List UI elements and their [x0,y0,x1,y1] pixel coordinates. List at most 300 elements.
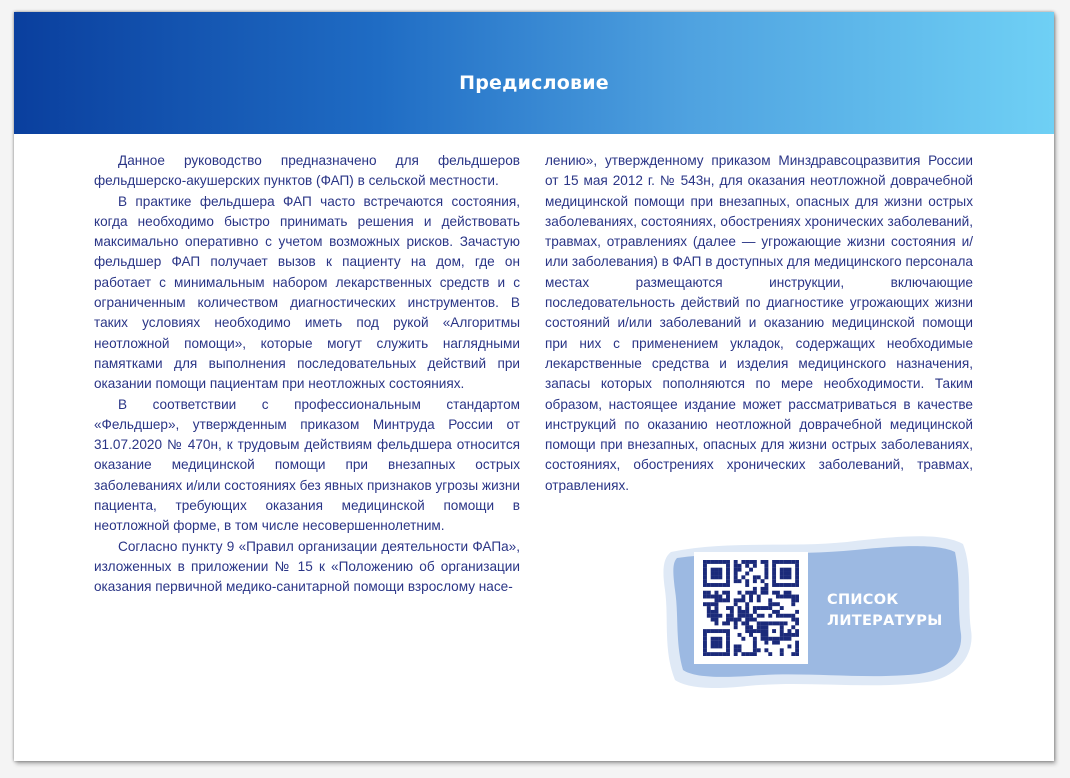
qr-module [772,575,776,579]
qr-module [768,606,772,610]
qr-module [718,598,722,602]
qr-module [738,606,742,610]
qr-module [753,629,757,633]
qr-module [738,564,742,568]
page-title: Предисловие [459,72,609,94]
page-header [14,12,1054,134]
qr-module [764,621,768,625]
qr-module [730,614,734,618]
qr-module [711,572,715,576]
qr-module [780,637,784,641]
qr-module [780,560,784,564]
qr-module [772,641,776,645]
qr-module [791,652,795,656]
qr-module [764,564,768,568]
qr-module [753,564,757,568]
qr-module [776,602,780,606]
qr-module [764,572,768,576]
qr-module [722,621,726,625]
qr-module [726,637,730,641]
qr-module [764,629,768,633]
qr-module [722,591,726,595]
qr-module [715,598,719,602]
qr-module [715,591,719,595]
right-column [545,151,973,496]
qr-module [734,568,738,572]
qr-module [772,583,776,587]
qr-module [707,629,711,633]
qr-module [741,575,745,579]
qr-module [726,598,730,602]
paragraph: В практике фельдшера ФАП часто встречаются состояния, когда необходимо быстро принимать решения и действовать максимально оперативно с учетом возможных рисков. Зачастую фельдшер ФАП получает вызов к пациенту на дом, где он работает с минимальным набором лекарственных средств и с ограниченным количеством диагностических инструментов. В таких условиях необходимо иметь под рукой «Алгоритмы неотложной помощи», которые могут служить наглядными памятками для выполнения последовательных действий при оказании помощи пациентам при неотложных состояниях. [94,193,520,392]
qr-module [707,614,711,618]
qr-module [726,648,730,652]
qr-module [722,652,726,656]
qr-module [768,598,772,602]
qr-module [795,641,799,645]
qr-module [745,591,749,595]
qr-module [730,618,734,622]
qr-module [726,614,730,618]
qr-module [791,595,795,599]
qr-module [745,606,749,610]
qr-module [715,652,719,656]
qr-module [784,568,788,572]
qr-module [711,629,715,633]
qr-module [791,583,795,587]
qr-module [718,572,722,576]
qr-module [711,637,715,641]
qr-code-icon [703,560,799,656]
qr-module [703,644,707,648]
qr-module [718,560,722,564]
qr-module [764,637,768,641]
qr-module [703,648,707,652]
qr-module [764,641,768,645]
qr-module [757,575,761,579]
qr-module [715,606,719,610]
qr-module [726,564,730,568]
qr-module [753,644,757,648]
qr-module [753,637,757,641]
qr-module [761,614,765,618]
qr-module [726,595,730,599]
qr-code-frame [694,552,808,664]
qr-module [784,614,788,618]
qr-module [726,652,730,656]
qr-module [738,633,742,637]
qr-module [726,633,730,637]
qr-module [741,598,745,602]
qr-module [707,602,711,606]
qr-module [761,633,765,637]
qr-module [768,621,772,625]
qr-module [715,595,719,599]
qr-module [715,583,719,587]
qr-module [761,579,765,583]
qr-module [780,652,784,656]
qr-module [707,583,711,587]
qr-module [753,618,757,622]
qr-module [772,637,776,641]
qr-module [795,621,799,625]
qr-module [703,579,707,583]
qr-module [749,625,753,629]
qr-module [764,648,768,652]
qr-module [734,564,738,568]
qr-module [761,625,765,629]
qr-module [715,575,719,579]
qr-module [711,644,715,648]
qr-module [738,610,742,614]
qr-module [741,637,745,641]
qr-module [764,633,768,637]
qr-module [787,637,791,641]
qr-module [757,595,761,599]
qr-module [711,614,715,618]
qr-module [715,610,719,614]
qr-module [703,575,707,579]
qr-module [745,602,749,606]
qr-module [784,575,788,579]
qr-module [749,595,753,599]
qr-module [795,575,799,579]
qr-module [726,575,730,579]
qr-module [741,610,745,614]
qr-module [707,560,711,564]
qr-module [795,564,799,568]
qr-module [734,598,738,602]
qr-module [780,629,784,633]
qr-module [795,629,799,633]
qr-module [780,633,784,637]
qr-module [753,560,757,564]
qr-module [772,564,776,568]
qr-module [745,625,749,629]
qr-module [741,652,745,656]
qr-module [707,606,711,610]
paragraph: Согласно пункту 9 «Правил организации деятельности ФАПа», изложенных в приложении № 15 к «Положению об организации оказания первичной медико-санитарной помощи взрослому насе- [94,538,520,595]
qr-module [741,614,745,618]
qr-module [726,579,730,583]
qr-module [734,652,738,656]
qr-module [776,621,780,625]
qr-module [757,614,761,618]
qr-module [718,583,722,587]
qr-module [772,610,776,614]
document-page [14,12,1054,761]
qr-module [764,575,768,579]
qr-module [787,614,791,618]
qr-module [749,591,753,595]
qr-module [715,572,719,576]
qr-module [776,610,780,614]
qr-module [764,625,768,629]
qr-module [791,560,795,564]
qr-module [745,572,749,576]
qr-module [749,598,753,602]
qr-module [757,629,761,633]
qr-module [795,595,799,599]
qr-module [726,606,730,610]
qr-module [741,560,745,564]
qr-module [776,641,780,645]
qr-module [738,644,742,648]
qr-module [711,568,715,572]
qr-module [787,572,791,576]
qr-module [738,648,742,652]
qr-module [711,575,715,579]
qr-module [745,621,749,625]
qr-module [711,610,715,614]
qr-module [715,644,719,648]
qr-module [703,641,707,645]
qr-module [776,583,780,587]
qr-module [791,618,795,622]
qr-module [787,644,791,648]
qr-module [703,560,707,564]
qr-module [707,610,711,614]
qr-module [764,606,768,610]
qr-module [738,579,742,583]
qr-module [791,602,795,606]
qr-module [772,591,776,595]
qr-module [734,575,738,579]
qr-module [795,610,799,614]
qr-module [738,598,742,602]
qr-module [726,568,730,572]
qr-module [772,568,776,572]
qr-module [795,560,799,564]
qr-module [753,641,757,645]
qr-module [718,652,722,656]
qr-module [753,652,757,656]
qr-module [718,575,722,579]
qr-module [718,629,722,633]
qr-module [780,621,784,625]
paragraph: В соответствии с профессиональным стандартом «Фельдшер», утвержденным приказом Минтруда России от 31.07.2020 № 470н, к трудовым действиям фельдшера относится оказание медицинской помощи при внезапных острых заболеваниях и/или состояниях без явных признаков угрозы жизни пациента, требующих оказания медицинской помощи в неотложной форме, в том числе несовершеннолетним. [94,396,520,534]
qr-module [753,579,757,583]
qr-module [718,595,722,599]
qr-module [711,652,715,656]
qr-module [780,583,784,587]
qr-module [730,606,734,610]
qr-module [726,621,730,625]
qr-module [734,625,738,629]
qr-module [707,591,711,595]
qr-module [715,618,719,622]
qr-module [734,572,738,576]
qr-module [787,568,791,572]
qr-module [795,648,799,652]
qr-module [757,648,761,652]
qr-module [730,610,734,614]
qr-module [734,644,738,648]
qr-module [795,598,799,602]
qr-module [738,568,742,572]
qr-module [784,591,788,595]
qr-module [711,595,715,599]
qr-module [761,629,765,633]
qr-module [715,568,719,572]
qr-module [707,652,711,656]
qr-module [749,614,753,618]
qr-module [764,583,768,587]
qr-module [745,652,749,656]
qr-module [726,641,730,645]
qr-module [761,560,765,564]
qr-module [722,583,726,587]
qr-module [784,633,788,637]
qr-module [749,652,753,656]
paragraph: Данное руководство предназначено для фельдшеров фельдшерско-акушерских пунктов (ФАП) в сельской местности. [94,153,520,189]
qr-module [784,595,788,599]
qr-module [734,618,738,622]
qr-module [722,629,726,633]
qr-module [787,595,791,599]
qr-module [722,560,726,564]
qr-module [745,618,749,622]
qr-module [768,652,772,656]
qr-module [784,560,788,564]
qr-module [749,568,753,572]
qr-module [753,610,757,614]
qr-module [795,652,799,656]
qr-module [764,568,768,572]
qr-module [795,633,799,637]
qr-module [795,568,799,572]
qr-module [715,637,719,641]
qr-module [745,629,749,633]
qr-module [795,583,799,587]
qr-module [772,602,776,606]
qr-module [726,618,730,622]
qr-module [787,633,791,637]
qr-module [757,606,761,610]
qr-module [787,583,791,587]
qr-module [745,564,749,568]
qr-module [711,560,715,564]
qr-module [726,583,730,587]
qr-module [749,633,753,637]
qr-module [703,572,707,576]
qr-module [757,625,761,629]
qr-module [776,591,780,595]
qr-module [780,614,784,618]
qr-module [718,637,722,641]
qr-module [784,583,788,587]
qr-module [795,579,799,583]
qr-module [738,591,742,595]
qr-module [764,560,768,564]
references-qr-block[interactable] [657,530,974,690]
qr-module [734,648,738,652]
qr-module [753,575,757,579]
qr-module [787,629,791,633]
qr-module [745,610,749,614]
qr-module [780,648,784,652]
qr-module [703,602,707,606]
qr-module [791,633,795,637]
qr-module [768,637,772,641]
qr-module [757,621,761,625]
qr-module [753,591,757,595]
qr-module [772,621,776,625]
qr-module [703,568,707,572]
qr-module [780,575,784,579]
qr-module [776,595,780,599]
qr-module [745,614,749,618]
qr-module [757,598,761,602]
qr-module [715,560,719,564]
qr-module [772,629,776,633]
qr-module [741,621,745,625]
qr-module [780,606,784,610]
qr-module [738,614,742,618]
qr-module [784,621,788,625]
qr-module [791,614,795,618]
qr-module [776,614,780,618]
qr-module [741,595,745,599]
qr-module [703,564,707,568]
qr-module [780,572,784,576]
qr-module [768,614,772,618]
qr-module [753,648,757,652]
qr-module [745,560,749,564]
qr-module [715,641,719,645]
qr-module [734,560,738,564]
qr-module [761,587,765,591]
qr-module [787,560,791,564]
left-column [94,151,520,598]
qr-module [715,629,719,633]
qr-module [718,568,722,572]
qr-module [711,602,715,606]
qr-module [780,625,784,629]
paragraph: лению», утвержденному приказом Минздравсоцразвития России от 15 мая 2012 г. № 543н, для оказания неотложной доврачебной медицинской помощи при внезапных, опасных для жизни острых заболеваниях, состояниях, обострениях хронических заболеваний, травмах, отравлениях (далее — угрожающие жизни состояния и/или заболевания) в ФАП в доступных для медицинского персонала местах размещаются инструкции, включающие последовательность действий по диагностике угрожающих жизни состояний и/или заболеваний и оказанию медицинской помощи при них с применением укладок, содержащих необходимые лекарственные средства и изделия медицинского назначения, запасы которых пополняются по мере необходимости. Таким образом, настоящее издание может рассматриваться в качестве инструкций по оказанию неотложной доврачебной медицинской помощи при внезапных, опасных для жизни острых заболеваниях, состояниях, обострениях хронических заболеваний, травмах, отравлениях. [545,153,973,493]
qr-module [703,652,707,656]
qr-module [734,579,738,583]
qr-module [795,618,799,622]
qr-module [718,644,722,648]
qr-module [726,629,730,633]
qr-module [715,602,719,606]
qr-module [791,625,795,629]
qr-module [734,621,738,625]
qr-module [772,572,776,576]
qr-module [795,572,799,576]
qr-module [726,560,730,564]
qr-module [780,568,784,572]
qr-module [703,629,707,633]
qr-module [780,595,784,599]
qr-module [715,614,719,618]
qr-module [726,644,730,648]
qr-module [711,583,715,587]
references-label: СПИСОК ЛИТЕРАТУРЫ [827,592,943,629]
qr-module [726,572,730,576]
qr-module [795,644,799,648]
qr-module [784,572,788,576]
qr-module [749,629,753,633]
qr-module [776,560,780,564]
qr-module [703,637,707,641]
qr-module [718,614,722,618]
qr-module [707,595,711,599]
qr-module [764,591,768,595]
qr-module [718,641,722,645]
qr-module [734,602,738,606]
